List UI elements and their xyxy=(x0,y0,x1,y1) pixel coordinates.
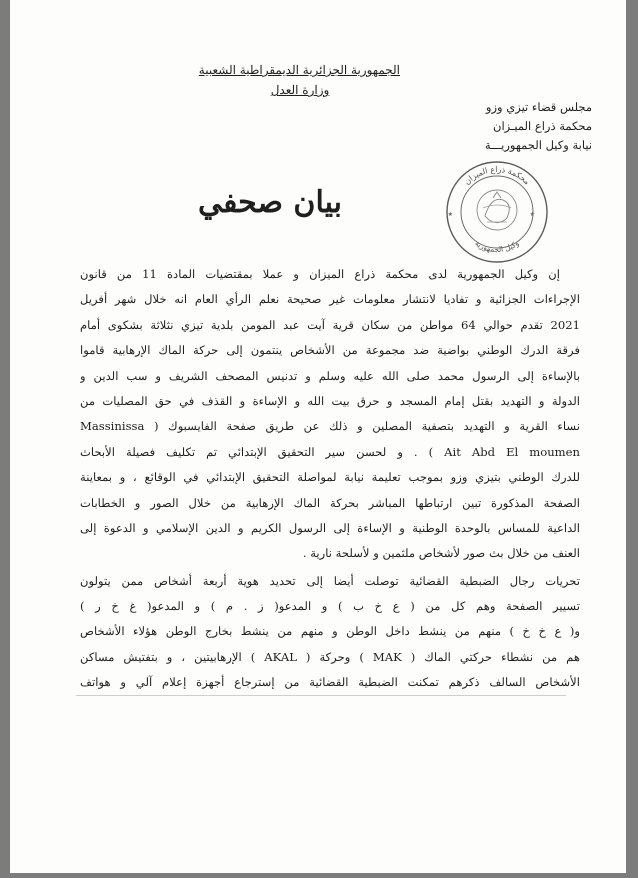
svg-text:★: ★ xyxy=(529,211,535,218)
body-line: تسيير الصفحة وهم كل من ( ع خ ب ) و المدعو( ز . م ) و المدعو( غ خ ر ) xyxy=(80,599,580,614)
body-line: و( ع خ خ ) منهم من ينشط داخل الوطن و منهم من ينشط بخارج الوطن هؤلاء الأشخاص xyxy=(80,624,580,639)
prosecution-office: نيابة وكيل الجمهوريـــة xyxy=(484,138,592,152)
svg-text:★: ★ xyxy=(447,211,453,218)
body-line: الدولة و التهديد بقتل إمام المسجد و حرق بيت الله و الإساءة و القذف في حق المصليات من xyxy=(80,393,580,408)
body-line: إن وكيل الجمهورية لدى محكمة ذراع الميزان و عملا بمقتضيات المادة 11 من قانون xyxy=(80,267,560,281)
issuer-block xyxy=(442,98,592,155)
document-content xyxy=(10,0,626,873)
press-release-title: بيان صحفي xyxy=(197,185,343,220)
body-line: الداعية للمساس بالوحدة الوطنية و الإساءة إلى الرسول الكريم و الدين الإسلامي و الدعوة إلى xyxy=(80,520,580,535)
body-line: Ait Abd El moumen ) . و لحسن سير التحقيق الإبتدائي تم تكليف فصيلة الأبحاث xyxy=(80,444,580,459)
council-name: مجلس قضاء تيزي وزو xyxy=(485,100,592,114)
body-line: فرقة الدرك الوطني بواضية ضد مجموعة من الأشخاص ينتمون إلى حركة الماك الإرهابية قاموا xyxy=(80,343,580,358)
stamp-emblem xyxy=(477,190,517,230)
court-name: محكمة ذراع الميـزان xyxy=(493,119,592,133)
official-stamp-icon xyxy=(443,158,551,266)
body-line: للدرك الوطني بتيزي وزو بموجب تعليمة نيابة لمواصلة التحقيق الإبتدائي في الوقائع ، و بمعاينة xyxy=(80,470,580,485)
body-line: الصفحة المذكورة تبين ارتباطها المباشر بحركة الماك الإرهابية من خلال الصور و الخطابات xyxy=(80,495,580,510)
government-header xyxy=(200,60,400,100)
press-release-body xyxy=(80,262,580,696)
ministry-name: وزارة العدل xyxy=(270,83,330,97)
body-line: الأشخاص السالف ذكرهم تمكنت الضبطية القضائية من إسترجاع أجهزة إعلام آلي و هواتف xyxy=(80,675,580,690)
republic-name: الجمهورية الجزائرية الديمقراطية الشعبية xyxy=(198,63,400,77)
body-line: تحريات رجال الضبطية القضائية توصلت أيضا إلى تحديد هوية أربعة أشخاص ممن يتولون xyxy=(80,573,580,588)
body-line: نساء القرية و التهديد بتصفية المصلين و ذلك عن طريق صفحة الفايسبوك ( Massinissa xyxy=(80,419,580,434)
body-line: 2021 تقدم حوالي 64 مواطن من سكان قرية آيت عبد المومن بلدية تيزي نثلاثة بشكوى أمام xyxy=(80,317,580,332)
document-page xyxy=(10,0,626,873)
body-line: الإجراءات الجزائية و تفاديا لانتشار معلومات غير صحيحة نعلم الرأي العام انه خلال شهر أفريل xyxy=(80,292,580,307)
page-bottom-rule xyxy=(76,695,566,696)
body-line: بالإساءة إلى الرسول محمد صلى الله عليه وسلم و تدنيس المصحف الشريف و سب الدين و xyxy=(80,368,580,383)
stamp-outer-text: محكمة ذراع الميزان xyxy=(462,164,532,187)
stamp-inner-text: وكيل الجمهورية xyxy=(473,238,521,255)
body-line: العنف من خلال بث صور لأشخاص ملثمين و لأسلحة نارية . xyxy=(302,546,580,561)
body-line: هم من نشطاء حركتي الماك ( MAK ) وحركة ( AKAL ) الإرهابيتين ، و بتفتيش مساكن xyxy=(80,649,580,664)
